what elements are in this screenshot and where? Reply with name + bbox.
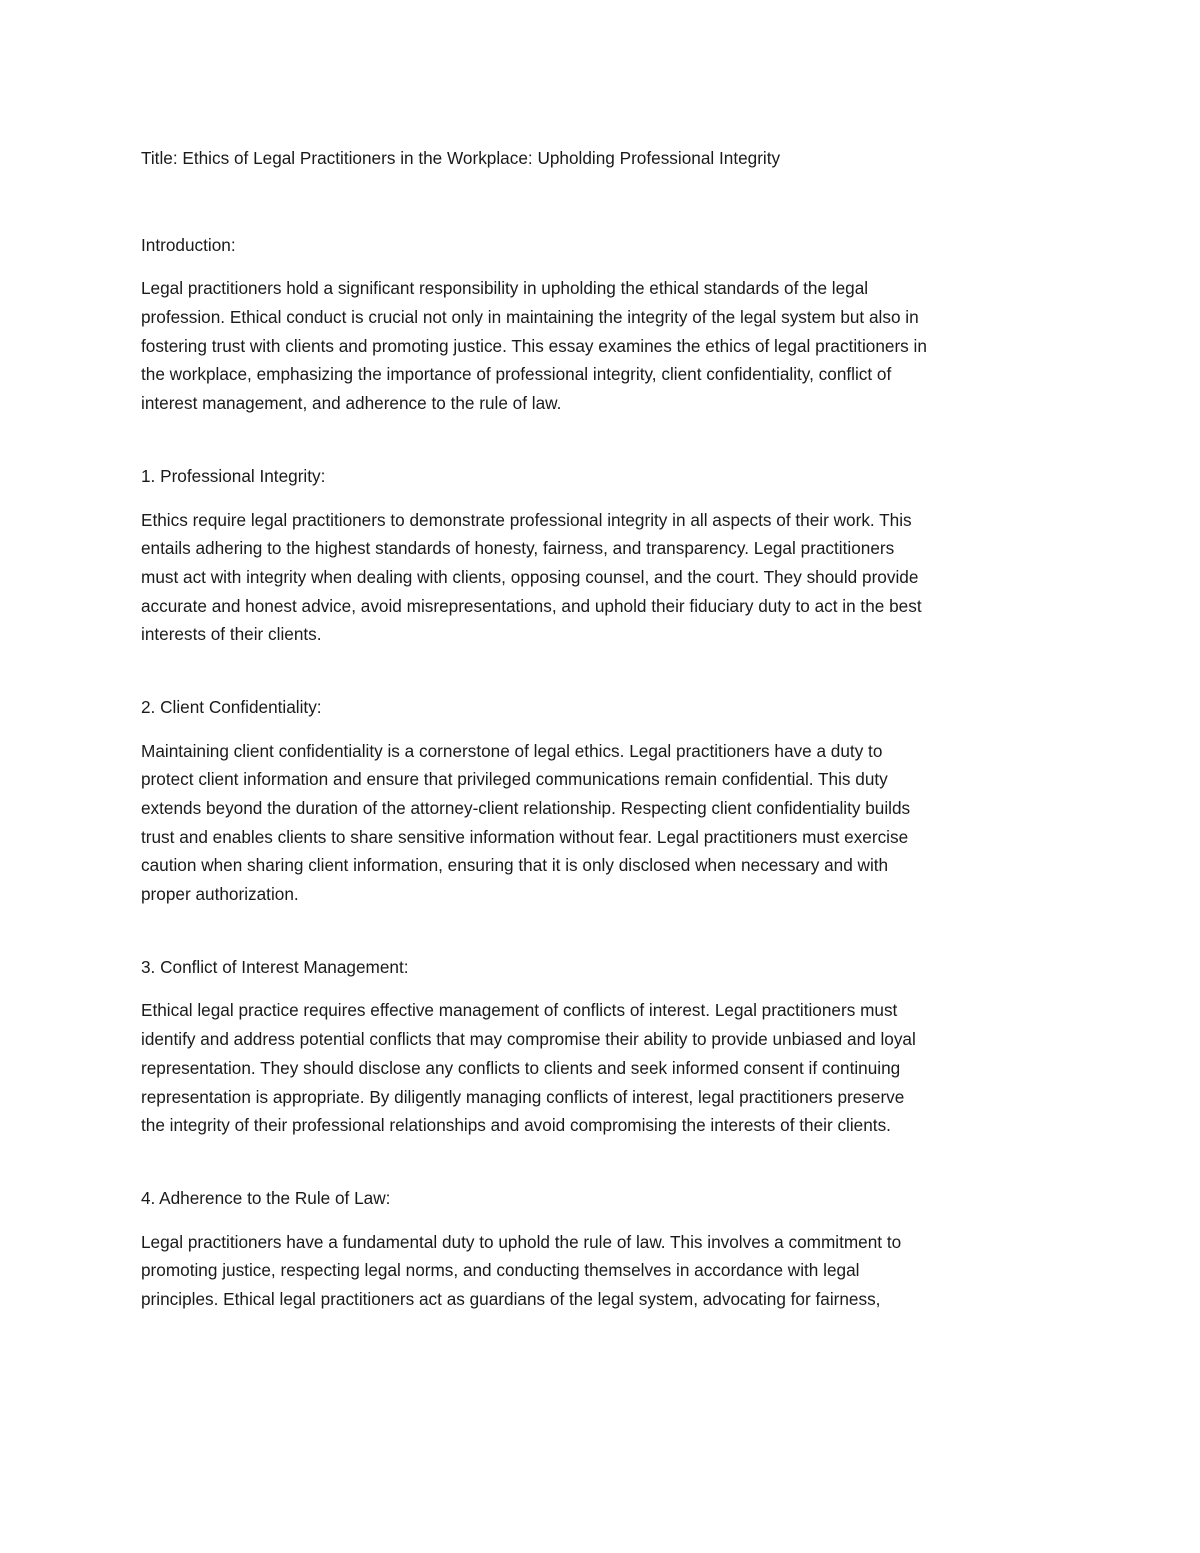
paragraph-line: representation. They should disclose any conflicts to clients and seek informed consent if continuing [141, 1057, 901, 1078]
spacer [141, 649, 1061, 693]
section-heading-professional-integrity: 1. Professional Integrity: [141, 465, 326, 486]
paragraph-line: entails adhering to the highest standards of honesty, fairness, and transparency. Legal practitioners [141, 538, 895, 559]
paragraph-line: the workplace, emphasizing the importance of professional integrity, client confidentiality, conflict of [141, 364, 892, 385]
paragraph-line: Maintaining client confidentiality is a cornerstone of legal ethics. Legal practitioners have a duty to [141, 740, 883, 761]
paragraph-line: Legal practitioners have a fundamental duty to uphold the rule of law. This involves a commitment to [141, 1231, 902, 1252]
spacer [141, 259, 1061, 274]
spacer [141, 981, 1061, 996]
paragraph-introduction [141, 274, 1061, 417]
spacer [141, 722, 1061, 737]
section-heading-conflict-of-interest: 3. Conflict of Interest Management: [141, 956, 409, 977]
paragraph-line: proper authorization. [141, 884, 299, 905]
paragraph-line: Ethics require legal practitioners to demonstrate professional integrity in all aspects of their work. This [141, 509, 912, 530]
document-body [141, 144, 1061, 1314]
spacer [141, 173, 1061, 231]
paragraph-line: caution when sharing client information, ensuring that it is only disclosed when necessary and with [141, 855, 889, 876]
paragraph-line: trust and enables clients to share sensitive information without fear. Legal practitioners must exercise [141, 826, 909, 847]
paragraph-line: principles. Ethical legal practitioners act as guardians of the legal system, advocating for fairness, [141, 1288, 881, 1309]
paragraph-line: promoting justice, respecting legal norms, and conducting themselves in accordance with legal [141, 1260, 860, 1281]
paragraph-line: profession. Ethical conduct is crucial not only in maintaining the integrity of the legal system but also in [141, 307, 919, 328]
paragraph-line: interest management, and adherence to the rule of law. [141, 393, 562, 414]
paragraph-client-confidentiality [141, 737, 1061, 909]
paragraph-line: protect client information and ensure that privileged communications remain confidential. This duty [141, 769, 888, 790]
section-heading-client-confidentiality: 2. Client Confidentiality: [141, 696, 322, 717]
document-title: Title: Ethics of Legal Practitioners in the Workplace: Upholding Professional Integrity [141, 148, 781, 168]
paragraph-line: the integrity of their professional relationships and avoid compromising the interests of their clients. [141, 1115, 891, 1136]
paragraph-line: Ethical legal practice requires effective management of conflicts of interest. Legal practitioners must [141, 1000, 898, 1021]
paragraph-conflict-of-interest [141, 996, 1061, 1139]
paragraph-line: accurate and honest advice, avoid misrepresentations, and uphold their fiduciary duty to act in the best [141, 595, 922, 616]
paragraph-rule-of-law [141, 1228, 1061, 1314]
spacer [141, 1140, 1061, 1184]
paragraph-line: Legal practitioners hold a significant responsibility in upholding the ethical standards of the legal [141, 278, 869, 299]
section-heading-rule-of-law: 4. Adherence to the Rule of Law: [141, 1187, 391, 1208]
paragraph-line: identify and address potential conflicts that may compromise their ability to provide unbiased and loyal [141, 1029, 916, 1050]
spacer [141, 418, 1061, 462]
paragraph-line: extends beyond the duration of the attorney-client relationship. Respecting client confidentiality builds [141, 798, 911, 818]
paragraph-line: fostering trust with clients and promoting justice. This essay examines the ethics of legal practitioners in [141, 335, 927, 356]
section-heading-introduction: Introduction: [141, 234, 236, 255]
spacer [141, 1213, 1061, 1228]
spacer [141, 909, 1061, 953]
paragraph-professional-integrity [141, 506, 1061, 649]
paragraph-line: interests of their clients. [141, 624, 322, 645]
paragraph-line: must act with integrity when dealing with clients, opposing counsel, and the court. They should provide [141, 566, 919, 587]
paragraph-line: representation is appropriate. By diligently managing conflicts of interest, legal practitioners preserve [141, 1086, 905, 1107]
spacer [141, 491, 1061, 506]
